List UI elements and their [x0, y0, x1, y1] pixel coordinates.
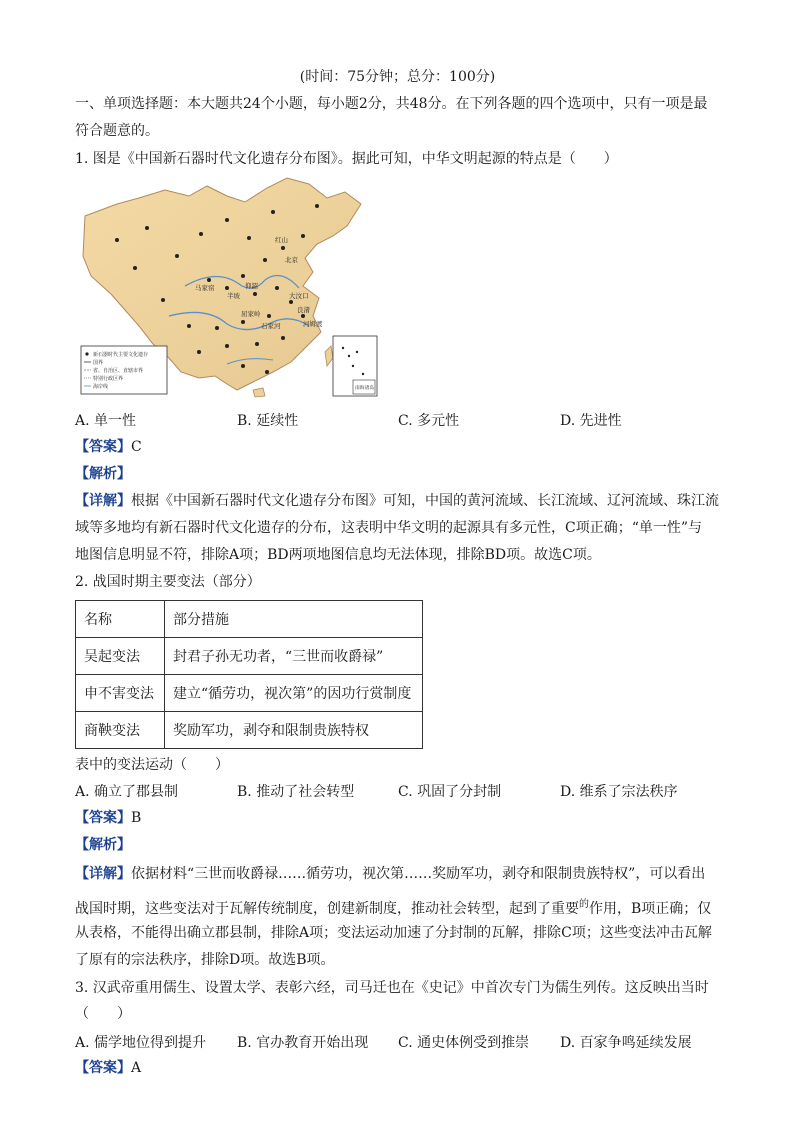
legend-entry: 特别行政区界 [93, 376, 124, 382]
table-cell: 建立“循劳功，视次第”的因功行赏制度 [165, 675, 423, 712]
section-title-line2: 符合题意的。 [75, 123, 159, 139]
detail-tag: 【详解】 [75, 866, 131, 882]
q1-analysis-tag: 【解析】 [75, 466, 131, 482]
q3-option-b[interactable]: B. 官办教育开始出现 [237, 1035, 369, 1051]
q2-option-c[interactable]: C. 巩固了分封制 [398, 784, 502, 800]
q3-answer [75, 1058, 141, 1078]
reform-table [75, 600, 423, 749]
q3-stem-line1: 3. 汉武帝重用儒生、设置太学、表彰六经，司马迁也在《史记》中首次专门为儒生列传。这反映出当时 [75, 980, 709, 996]
q3-option-a[interactable]: A. 儒学地位得到提升 [75, 1035, 207, 1051]
map-label: 大汶口 [289, 293, 309, 300]
q1-answer [75, 437, 142, 457]
table-row [76, 638, 423, 675]
taiwan-island [325, 346, 333, 366]
table-row [76, 712, 423, 749]
section-title-line1: 一、单项选择题：本大题共24个小题，每小题2分，共48分。在下列各题的四个选项中，只有一项是最 [75, 96, 708, 112]
q3-stem-line2: （ ） [75, 1006, 131, 1022]
q2-option-b[interactable]: B. 推动了社会转型 [237, 784, 355, 800]
map-label: 半坡 [227, 293, 240, 300]
answer-tag: 【答案】 [75, 810, 131, 826]
q3-option-d[interactable]: D. 百家争鸣延续发展 [560, 1035, 692, 1051]
q2-analysis-tag: 【解析】 [75, 837, 131, 853]
q2-answer [75, 808, 141, 828]
neolithic-sites-map [77, 176, 380, 398]
q1-option-c[interactable]: C. 多元性 [398, 413, 460, 429]
q2-detail-line3: 从表格，不能得出确立郡县制，排除A项；变法运动加速了分封制的瓦解，排除C项；这些变法冲击瓦解 [75, 925, 712, 941]
q1-detail-line1: 【详解】根据《中国新石器时代文化遗存分布图》可知，中国的黄河流域、长江流域、辽河流域、珠江流 [75, 493, 719, 509]
answer-tag: 【答案】 [75, 1060, 131, 1076]
q2-option-d[interactable]: D. 维系了宗法秩序 [560, 784, 678, 800]
table-cell: 商鞅变法 [76, 712, 165, 749]
q2-after-table: 表中的变法运动（ ） [75, 757, 229, 773]
map-label: 屈家岭 [241, 311, 261, 318]
table-cell: 奖励军功，剥夺和限制贵族特权 [165, 712, 423, 749]
table-header-cell: 部分措施 [165, 601, 423, 638]
q2-stem: 2. 战国时期主要变法（部分） [75, 574, 261, 590]
answer-value: B [131, 810, 142, 826]
map-label: 良渚 [297, 307, 310, 314]
hainan-island [253, 388, 265, 397]
q2-detail-line2: 战国时期，这些变法对于瓦解传统制度，创建新制度，推动社会转型，起到了重要$^的$作用，B项正确；仅 [75, 899, 712, 917]
q3-option-c[interactable]: C. 通史体例受到推崇 [398, 1035, 530, 1051]
q1-detail-line2: 域等多地均有新石器时代文化遗存的分布，这表明中华文明的起源具有多元性，C项正确；“单一性”与 [75, 520, 703, 536]
table-header-cell: 名称 [76, 601, 165, 638]
q1-stem: 1. 图是《中国新石器时代文化遗存分布图》。据此可知，中华文明起源的特点是（ ） [75, 151, 618, 167]
map-label: 马家窑 [195, 285, 215, 292]
table-row [76, 675, 423, 712]
table-cell: 封君子孙无功者，“三世而收爵禄” [165, 638, 423, 675]
legend-entry: 新石器时代主要文化遗存 [93, 352, 149, 358]
map-label: 河姆渡 [303, 321, 323, 328]
inset-label: 南海诸岛 [355, 386, 375, 391]
q1-option-a[interactable]: A. 单一性 [75, 413, 137, 429]
legend-entry: 海岸线 [93, 384, 109, 390]
table-cell: 吴起变法 [76, 638, 165, 675]
answer-value: A [131, 1060, 142, 1076]
map-label: 红山 [275, 237, 288, 244]
legend-entry: 国界 [93, 360, 104, 366]
q2-option-a[interactable]: A. 确立了郡县制 [75, 784, 179, 800]
q2-detail-line1: 【详解】依据材料“三世而收爵禄……循劳功，视次第……奖励军功，剥夺和限制贵族特权”，可以看出 [75, 866, 706, 882]
table-cell: 申不害变法 [76, 675, 165, 712]
map-label: 北京 [285, 257, 298, 264]
detail-tag: 【详解】 [75, 493, 131, 509]
table-header-row [76, 601, 423, 638]
exam-time-header: (时间：75分钟；总分：100分) [299, 69, 496, 85]
answer-tag: 【答案】 [75, 439, 131, 455]
map-label: 石家河 [261, 323, 281, 330]
map-label: 仰韶 [245, 283, 258, 290]
answer-value: C [131, 439, 142, 455]
q1-option-b[interactable]: B. 延续性 [237, 413, 299, 429]
q1-detail-line3: 地图信息明显不符，排除A项；BD两项地图信息均无法体现，排除BD项。故选C项。 [75, 547, 601, 563]
legend-entry: 省、自治区、直辖市界 [93, 368, 144, 374]
q2-detail-line4: 了原有的宗法秩序，排除D项。故选B项。 [75, 952, 335, 968]
q1-option-d[interactable]: D. 先进性 [560, 413, 622, 429]
